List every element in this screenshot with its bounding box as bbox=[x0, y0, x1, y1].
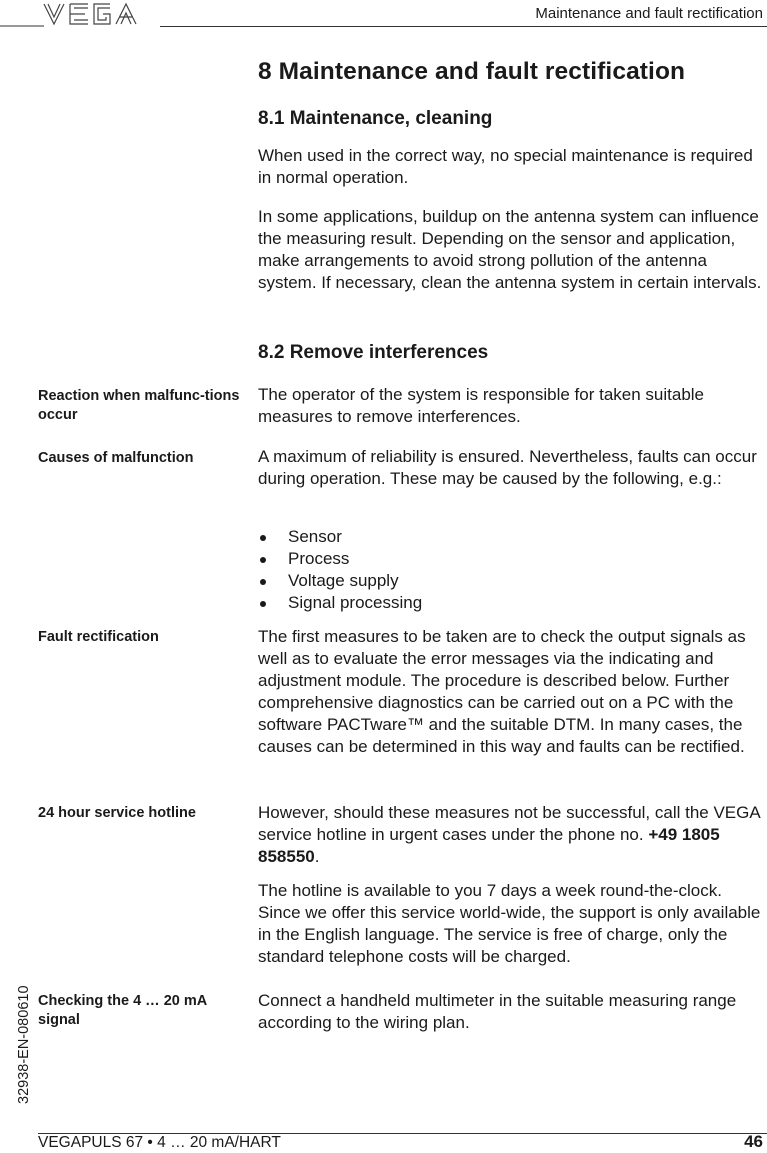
list-item: Process bbox=[258, 548, 422, 570]
bullet-icon bbox=[260, 535, 266, 541]
list-item: Signal processing bbox=[258, 592, 422, 614]
margin-label-fault-rectification: Fault rectification bbox=[38, 629, 159, 645]
list-item: Voltage supply bbox=[258, 570, 422, 592]
paragraph-hotline: However, should these measures not be successful, call the VEGA service hotline in urgent cases under the phone no. +49 1805 858550. bbox=[258, 803, 760, 866]
section-title-maintenance: 8.1 Maintenance, cleaning bbox=[258, 108, 493, 129]
paragraph-reaction: The operator of the system is responsible for taken suitable measures to remove interferences. bbox=[258, 385, 705, 426]
document-code: 32938-EN-080610 bbox=[16, 985, 32, 1104]
bullet-icon bbox=[260, 557, 266, 563]
paragraph-maintenance-1: When used in the correct way, no special maintenance is required in normal operation. bbox=[258, 146, 753, 187]
page-number: 46 bbox=[744, 1132, 763, 1151]
paragraph-causes: A maximum of reliability is ensured. Nevertheless, faults can occur during operation. These may be caused by the following, e.g.: bbox=[258, 447, 757, 488]
causes-list bbox=[258, 526, 422, 614]
margin-label-hotline: 24 hour service hotline bbox=[38, 805, 196, 821]
bullet-icon bbox=[260, 579, 266, 585]
paragraph-hotline-details: The hotline is available to you 7 days a week round-the-clock. Since we offer this service world-wide, the support is only available in the English language. The service is free of charge, only the standard telephone costs will be charged. bbox=[258, 881, 761, 966]
hotline-phone: +49 1805 858550 bbox=[258, 825, 720, 866]
margin-label-causes: Causes of malfunction bbox=[38, 450, 194, 466]
chapter-title: 8 Maintenance and fault rectification bbox=[258, 58, 686, 85]
footer-product: VEGAPULS 67 • 4 … 20 mA/HART bbox=[38, 1134, 281, 1151]
list-item: Sensor bbox=[258, 526, 422, 548]
paragraph-checking-signal: Connect a handheld multimeter in the suitable measuring range according to the wiring plan. bbox=[258, 991, 737, 1032]
bullet-icon bbox=[260, 601, 266, 607]
paragraph-maintenance-2: In some applications, buildup on the antenna system can influence the measuring result. Depending on the sensor and application, make arrangements to avoid strong pollution of the antenna system. If necessary, clean the antenna system in certain intervals. bbox=[258, 207, 762, 292]
header-rule bbox=[160, 26, 767, 27]
margin-label-reaction: Reaction when malfunc-tions occur bbox=[38, 388, 240, 423]
vega-logo bbox=[0, 0, 160, 30]
section-title-interferences: 8.2 Remove interferences bbox=[258, 342, 489, 363]
running-header: Maintenance and fault rectification bbox=[535, 5, 763, 22]
margin-label-checking-signal: Checking the 4 … 20 mA signal bbox=[38, 993, 207, 1028]
paragraph-fault-rectification: The first measures to be taken are to check the output signals as well as to evaluate the error messages via the indicating and adjustment module. The procedure is described below. Further comprehensive diagnostics can be carried out on a PC with the software PACTware™ and the suitable DTM. In many cases, the causes can be determined in this way and faults can be rectified. bbox=[258, 627, 746, 756]
